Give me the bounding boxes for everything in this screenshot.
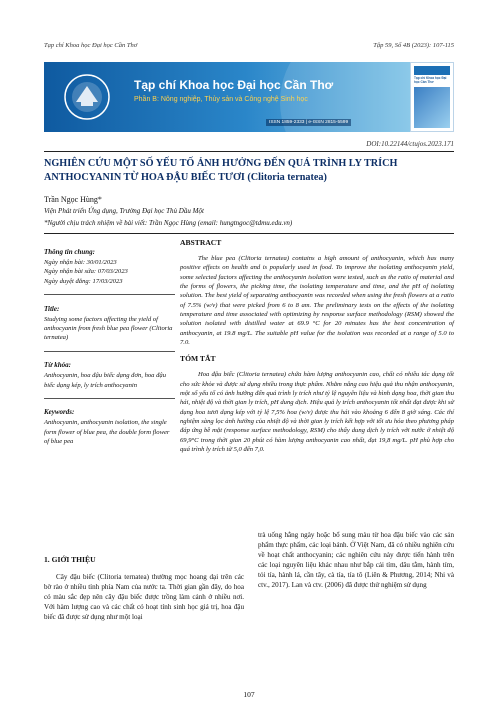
info-heading: Thông tin chung: (44, 248, 95, 256)
university-logo-icon (58, 72, 116, 122)
abstract-section (180, 238, 454, 454)
title-en-heading: Title: (44, 304, 60, 313)
running-header-volume: Tập 59, Số 4B (2023): 107-115 (373, 42, 454, 49)
banner-issn: ISSN 1859-2333 | e-ISSN 2815-5599 (266, 119, 351, 126)
sidebar-divider (44, 351, 175, 352)
corresponding-author: *Người chịu trách nhiệm về bài viết: Trần Ngọc Hùng (email: hungtngoc@tdmu.edu.vn) (44, 219, 293, 227)
keywords-en: Anthocyanin, anthocyanin isolation, the single form flower of blue pea, the double form flower of blue pea (44, 419, 170, 446)
title-rule (44, 151, 454, 152)
doi[interactable]: DOI:10.22144/ctujos.2023.171 (366, 140, 454, 148)
title-en: Studying some factors affecting the yield of anthocyanin from fresh blue pea flower (Clitoria ternatea) (44, 315, 173, 342)
sidebar-divider (44, 398, 175, 399)
tomtat-heading: TÓM TẮT (180, 354, 216, 364)
received-date: Ngày nhận bài: 30/01/2023 (44, 258, 117, 266)
body-right-column (258, 530, 454, 590)
cover-title: Tạp chí Khoa học Đại học Cần Thơ (414, 76, 447, 84)
revised-date: Ngày nhận bài sửa: 07/03/2023 (44, 268, 128, 276)
journal-banner (44, 62, 454, 132)
keywords-vi: Anthocyanin, hoa đậu biếc dạng đơn, hoa đậu biếc dạng kép, ly trích anthocyanin (44, 372, 167, 389)
intro-left-text: Cây đậu biếc (Clitoria ternatea) thường mọc hoang dại trên các bờ rào ở nhiều tỉnh phía Nam của nước ta. Thời gian gần đây, do hoa có màu sắc đẹp nên cây đậu biếc được trồng làm cảnh ở nhiều nơi. Với hàm lượng cao và các chất có hoạt tính sinh học giá trị, hoa đậu biếc đã được sử dụng như một loại (44, 572, 244, 622)
header-rule (44, 233, 454, 234)
running-header-journal: Tạp chí Khoa học Đại học Cần Thơ (44, 42, 138, 49)
intro-heading: 1. GIỚI THIỆU (44, 555, 96, 564)
banner-subtitle: Phần B: Nông nghiệp, Thủy sản và Công nghệ Sinh học (134, 96, 308, 103)
banner-title: Tạp chí Khoa học Đại học Cần Thơ (134, 78, 334, 92)
tomtat-text: Hoa đậu biếc (Clitoria ternatea) chứa hàm lượng anthocyanin cao, chất có nhiều tác dụng tốt cho sức khỏe và được sử dụng nhiều trong thực phẩm. Nhằm nâng cao hiệu quả thu nhận anthocyanin, một số yếu tố có ảnh hưởng đến quá trình ly trích như tỷ lệ nguyên liệu và hình dạng hoa, thời gian thu hái, nhiệt độ và thời gian ly trích, pH dung dịch. Hiệu quả ly trích anthocyanin tốt nhất đạt được khi sử dụng hoa tươi dạng kép với tỷ lệ 7,5% hoa (w/v) được thu hái vào khoảng 6 đến 8 giờ sáng. Các thí nghiệm sàng lọc ảnh hưởng của nhiệt độ và thời gian ly trích kết hợp với tối ưu hóa theo phương pháp đáp ứng bề mặt (response surface methodology, RSM) cho thấy dung dịch ly trích với nước ở nhiệt độ 69,9°C trong thời gian 20 phút có hàm lượng anthocyanin cao nhất, đạt 19,8 mg/L. pH phù hợp cho quá trình ly trích từ 5,0 đến 7,0. (180, 371, 454, 454)
cover-band (414, 66, 450, 75)
accepted-date: Ngày duyệt đăng: 17/03/2023 (44, 277, 123, 285)
keywords-vi-heading: Từ khóa: (44, 361, 71, 370)
affiliation: Viện Phát triển Ứng dụng, Trường Đại học Thủ Dầu Một (44, 207, 204, 215)
author: Trần Ngọc Hùng* (44, 195, 102, 204)
sidebar-divider (44, 294, 175, 295)
abstract-text: The blue pea (Clitoria ternatea) contains a high amount of anthocyanin, which has many positive effects on health and is popularly used in food. To improve the isolating anthocyanin yield, some selected factors affecting the anthocyanin isolation were tested, such as the ratio of material and the forms of flowers, the picking time, the isolating temperature and time, and the pH of isolating solution. The best yield of separating anthocyanin was recorded when using the fresh flowers at a ratio of 7.5% (w/v) that were picked from 6 to 8 am. The preliminary tests on the effects of the isolating temperature and time associated with optimizing by response surface methodology (RSM) showed the solution isolated with distilled water at 69.9 °C for 20 minutes has the best concentration of anthocyanin, at 19.8 mg/L. The suitable pH value for the isolation was recorded at a range of 5.0 to 7.0. (180, 254, 454, 347)
intro-right-text: trà uống hằng ngày hoặc bổ sung màu từ hoa đậu biếc vào các sản phẩm thực phẩm, các loại bánh. Ở Việt Nam, đã có nhiều nghiên cứu về hoạt chất anthocyanin; các nghiên cứu này được tiến hành trên các loại nguyên liệu khác nhau như bắp cải tím, dâu tằm, hành tím, tỏi tía, hành lá, cần tây, cà tía, tía tô (Liên & Phương, 2014; Nhi và ctv., 2017). Lan và ctv. (2006) đã được thử nghiệm sử dụng (258, 531, 454, 590)
article-title: NGHIÊN CỨU MỘT SỐ YẾU TỐ ẢNH HƯỞNG ĐẾN QUÁ TRÌNH LY TRÍCH ANTHOCYANIN TỪ HOA ĐẬU BIẾC TƯƠI (Clitoria ternatea) (44, 158, 398, 183)
page-number: 107 (243, 690, 255, 699)
keywords-en-heading: Keywords: (44, 408, 75, 417)
journal-cover-thumbnail (410, 62, 454, 132)
abstract-heading: ABSTRACT (180, 238, 222, 247)
article-info-sidebar (44, 248, 175, 446)
cover-image (414, 87, 450, 128)
banner-main (44, 62, 410, 132)
body-left-column (44, 555, 244, 622)
